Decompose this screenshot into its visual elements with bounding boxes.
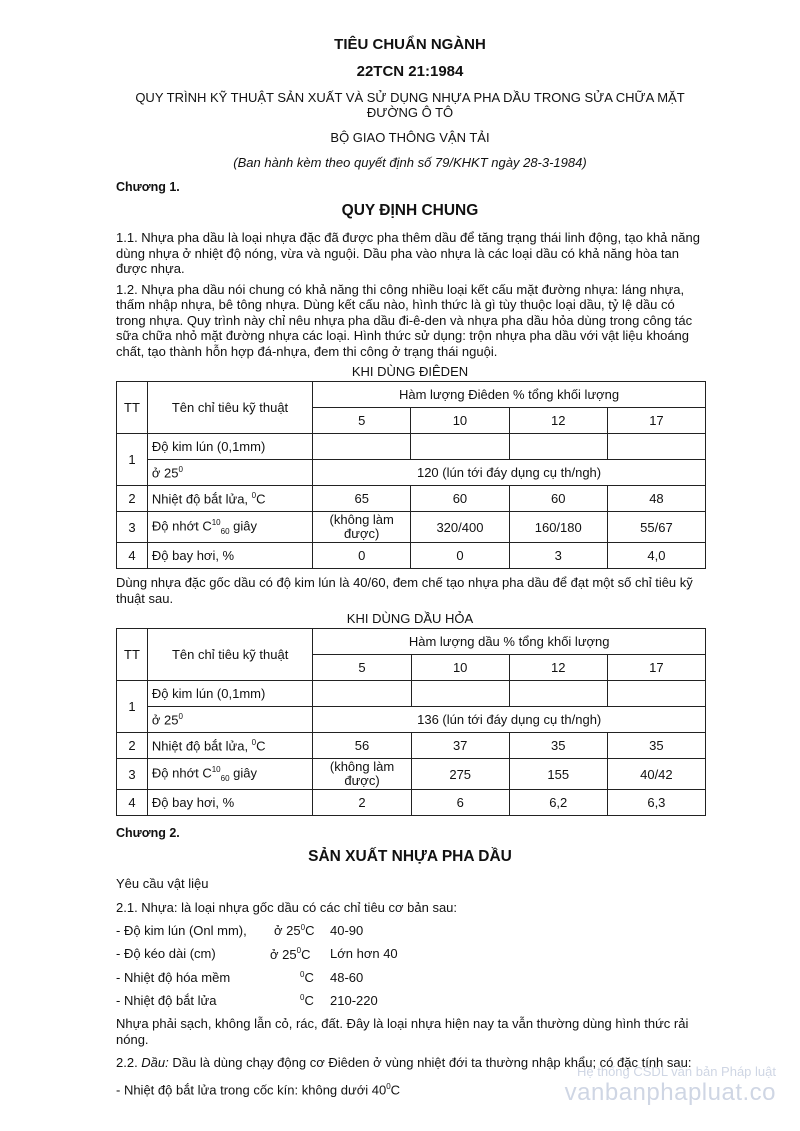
value-cell: 6 bbox=[411, 790, 509, 816]
doc-ministry: BỘ GIAO THÔNG VẬN TẢI bbox=[330, 130, 490, 145]
row-number: 4 bbox=[117, 543, 148, 569]
value-cell: 320/400 bbox=[411, 512, 509, 543]
value-cell: 60 bbox=[509, 486, 607, 512]
empty-cell bbox=[411, 434, 509, 460]
table-row bbox=[117, 681, 706, 707]
table-1-caption: KHI DÙNG ĐIÊDEN bbox=[351, 364, 469, 379]
spec-name: - Nhiệt độ hóa mềm bbox=[116, 969, 231, 985]
empty-cell bbox=[607, 681, 705, 707]
row-number: 3 bbox=[117, 512, 148, 543]
row-name: Độ nhớt $C^{10}_{60}$ giây bbox=[147, 759, 312, 790]
value-cell: 48 bbox=[607, 486, 705, 512]
table-row bbox=[117, 543, 706, 569]
doc-subtitle: QUY TRÌNH KỸ THUẬT SẢN XUẤT VÀ SỬ DỤNG NHỰA PHA DẦU TRONG SỬA CHỮA MẶT ĐƯỜNG Ô TÔ bbox=[135, 90, 685, 120]
chapter-1-title: QUY ĐỊNH CHUNG bbox=[341, 202, 479, 219]
level-cell: 12 bbox=[509, 655, 607, 681]
paragraph-clean: Nhựa phải sạch, không lẫn cỏ, rác, đất. Đây là loại nhựa hiện nay ta vẫn thường dùng hình thức rải nóng. bbox=[116, 1016, 689, 1047]
table-2-caption: KHI DÙNG DẦU HỎA bbox=[346, 611, 474, 626]
header-tt: TT bbox=[117, 629, 148, 681]
spec-row bbox=[116, 993, 704, 1008]
row-name: Nhiệt độ bắt lửa, $^0$C bbox=[147, 486, 312, 512]
table-row bbox=[117, 629, 706, 655]
value-cell: 37 bbox=[411, 733, 509, 759]
empty-cell bbox=[509, 681, 607, 707]
empty-cell bbox=[411, 681, 509, 707]
table-diesel bbox=[116, 381, 706, 569]
chapter-2-label: Chương 2. bbox=[116, 826, 180, 840]
spec-name: - Độ kim lún (Onl mm), bbox=[116, 923, 247, 938]
paragraph-2-2: 2.2. Dầu: Dầu là dùng chạy động cơ Điêden ở vùng nhiệt đới ta thường nhập khẩu; có đặc tính sau: bbox=[116, 1055, 692, 1071]
watermark-line-2: vanbanphapluat.co bbox=[564, 1079, 776, 1106]
chapter-2-title: SẢN XUẤT NHỰA PHA DẦU bbox=[308, 848, 512, 865]
table-kerosene bbox=[116, 628, 706, 816]
spec-name: - Độ kéo dài (cm) bbox=[116, 946, 216, 962]
value-cell: 275 bbox=[411, 759, 509, 790]
empty-cell bbox=[313, 681, 411, 707]
doc-code: 22TCN 21:1984 bbox=[356, 63, 464, 80]
row-number: 1 bbox=[117, 681, 148, 733]
span-value: 136 (lún tới đáy dụng cụ th/ngh) bbox=[313, 707, 706, 733]
spec-value: 40-90 bbox=[330, 923, 364, 938]
row-name: Độ kim lún (0,1mm) bbox=[147, 434, 312, 460]
level-cell: 12 bbox=[509, 408, 607, 434]
value-cell: (không làm được) bbox=[313, 512, 411, 543]
spec-row bbox=[116, 923, 704, 938]
spec-value: 48-60 bbox=[330, 969, 364, 985]
row-name: Độ nhớt $C^{10}_{60}$ giây bbox=[147, 512, 312, 543]
value-cell: 160/180 bbox=[509, 512, 607, 543]
empty-cell bbox=[607, 434, 705, 460]
row-name-sub: ở $25^0$ bbox=[147, 707, 312, 733]
paragraph-2-1: 2.1. Nhựa: là loại nhựa gốc dầu có các chỉ tiêu cơ bản sau: bbox=[116, 899, 458, 915]
value-cell: 6,3 bbox=[607, 790, 705, 816]
table-row bbox=[117, 759, 706, 790]
row-name-sub: ở $25^0$ bbox=[147, 460, 312, 486]
table-row bbox=[117, 512, 706, 543]
table-row bbox=[117, 707, 706, 733]
empty-cell bbox=[313, 434, 411, 460]
level-cell: 5 bbox=[313, 408, 411, 434]
value-cell: 155 bbox=[509, 759, 607, 790]
spec-condition: ở $25^0C$ bbox=[274, 923, 315, 939]
watermark-line-1: Hệ thống CSDL văn bản Pháp luật bbox=[577, 1064, 776, 1079]
level-cell: 10 bbox=[411, 408, 509, 434]
table-row bbox=[117, 382, 706, 408]
header-group: Hàm lượng dầu % tổng khối lượng bbox=[313, 629, 706, 655]
paragraph-last: - Nhiệt độ bắt lửa trong cốc kín: không dưới $40^0C$ bbox=[116, 1081, 401, 1098]
value-cell: 35 bbox=[509, 733, 607, 759]
value-cell: 65 bbox=[313, 486, 411, 512]
row-number: 3 bbox=[117, 759, 148, 790]
paragraph-1-2: 1.2. Nhựa pha dầu nói chung có khả năng thi công nhiều loại kết cấu mặt đường nhựa: láng nhựa, thấm nhập nhựa, bê tông nhựa. Dùng kết cấu nào, hình thức là gì tùy thuộc loại dầu, tỷ lệ dầu có trong nhựa. Quy trình này chỉ nêu nhựa pha dầu đi-ê-den và nhựa pha dầu hỏa dùng trong công tác sữa chữa nhỏ mặt đường nhựa các loại. Hình thức sử dụng: trộn nhựa pha dầu với vật liệu khoáng chất, tạo thành hỗn hợp đá-nhựa, đem thi công ở trạng thái nguội. bbox=[116, 281, 693, 359]
value-cell: 56 bbox=[313, 733, 411, 759]
value-cell: 4,0 bbox=[607, 543, 705, 569]
document-page bbox=[116, 36, 704, 1106]
paragraph-between: Dùng nhựa đặc gốc dầu có độ kim lún là 40/60, đem chế tạo nhựa pha dầu để đạt một số chỉ tiêu kỹ thuật sau. bbox=[116, 575, 693, 606]
table-row bbox=[117, 790, 706, 816]
row-name: Nhiệt độ bắt lửa, $^0$C bbox=[147, 733, 312, 759]
value-cell: (không làm được) bbox=[313, 759, 411, 790]
spec-value: 210-220 bbox=[330, 992, 378, 1008]
header-group: Hàm lượng Điêden % tổng khối lượng bbox=[313, 382, 706, 408]
table-row bbox=[117, 486, 706, 512]
spec-name: - Nhiệt độ bắt lửa bbox=[116, 992, 217, 1008]
row-number: 2 bbox=[117, 733, 148, 759]
header-tt: TT bbox=[117, 382, 148, 434]
level-cell: 17 bbox=[607, 408, 705, 434]
span-value: 120 (lún tới đáy dụng cụ th/ngh) bbox=[313, 460, 706, 486]
row-number: 1 bbox=[117, 434, 148, 486]
requirements-heading: Yêu cầu vật liệu bbox=[116, 876, 209, 891]
header-name: Tên chỉ tiêu kỹ thuật bbox=[147, 629, 312, 681]
row-name: Độ bay hơi, % bbox=[147, 790, 312, 816]
paragraph-1-1: 1.1. Nhựa pha dầu là loại nhựa đặc đã được pha thêm dầu để tăng trạng thái linh động, tạo khả năng dùng nhựa ở nhiệt độ nóng, vừa và nguội. Dầu pha vào nhựa là các loại dầu có khả năng hòa tan được nhựa. bbox=[116, 230, 700, 276]
watermark bbox=[565, 1064, 776, 1107]
row-name: Độ kim lún (0,1mm) bbox=[147, 681, 312, 707]
doc-title: TIÊU CHUẨN NGÀNH bbox=[334, 36, 486, 53]
header-name: Tên chỉ tiêu kỹ thuật bbox=[147, 382, 312, 434]
empty-cell bbox=[509, 434, 607, 460]
level-cell: 5 bbox=[313, 655, 411, 681]
value-cell: 40/42 bbox=[607, 759, 705, 790]
row-number: 2 bbox=[117, 486, 148, 512]
doc-decree: (Ban hành kèm theo quyết định số 79/KHKT ngày 28-3-1984) bbox=[233, 155, 587, 170]
value-cell: 3 bbox=[509, 543, 607, 569]
table-row bbox=[117, 460, 706, 486]
value-cell: 6,2 bbox=[509, 790, 607, 816]
spec-condition: $^0$C bbox=[300, 969, 314, 985]
spec-condition: $^0$C bbox=[300, 992, 314, 1009]
table-row bbox=[117, 434, 706, 460]
value-cell: 0 bbox=[411, 543, 509, 569]
table-row bbox=[117, 733, 706, 759]
spec-value: Lớn hơn 40 bbox=[330, 946, 398, 962]
row-number: 4 bbox=[117, 790, 148, 816]
row-name: Độ bay hơi, % bbox=[147, 543, 312, 569]
value-cell: 60 bbox=[411, 486, 509, 512]
value-cell: 0 bbox=[313, 543, 411, 569]
value-cell: 35 bbox=[607, 733, 705, 759]
level-cell: 17 bbox=[607, 655, 705, 681]
level-cell: 10 bbox=[411, 655, 509, 681]
spec-row bbox=[116, 946, 704, 961]
value-cell: 55/67 bbox=[607, 512, 705, 543]
chapter-1-label: Chương 1. bbox=[116, 180, 180, 194]
spec-row bbox=[116, 970, 704, 985]
spec-condition: ở $25^0C$ bbox=[270, 946, 311, 962]
value-cell: 2 bbox=[313, 790, 411, 816]
